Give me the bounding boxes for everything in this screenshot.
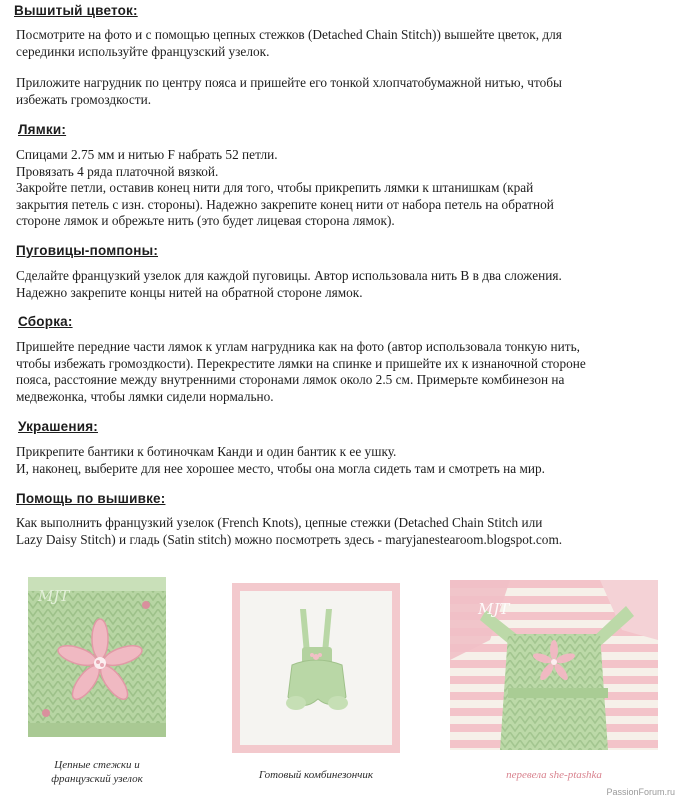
photo-finished-romper	[232, 583, 400, 753]
romper-illustration	[240, 591, 392, 745]
photo-frame-inner	[240, 591, 392, 745]
photo-watermark: MJT	[38, 587, 70, 605]
section-title-decorations: Украшения:	[18, 419, 98, 434]
photo-chain-stitch-flower	[28, 577, 166, 737]
photo-caption-3: перевела she-ptashka	[506, 769, 602, 781]
site-watermark: PassionForum.ru	[606, 787, 675, 797]
section-title-pompom-buttons: Пуговицы-помпоны:	[16, 243, 159, 258]
section-title-embroidered-flower: Вышитый цветок:	[14, 3, 138, 18]
section-paragraph: Сделайте французкий узелок для каждой пуговицы. Автор использовала нить В в два сложения. Надежно закрепите концы нитей на обратной стороне лямок.	[16, 268, 562, 300]
photo-bear-in-romper	[450, 580, 658, 750]
section-paragraph: Посмотрите на фото и с помощью цепных стежков (Detached Chain Stitch)) вышейте цветок, для серединки используйте французский узелок.	[16, 27, 562, 59]
section-paragraph: Как выполнить французкий узелок (French Knots), цепные стежки (Detached Chain Stitch или Lazy Daisy Stitch) и гладь (Satin stitch) можно посмотреть здесь - maryjanestearoom.blogspot.com.	[16, 515, 563, 547]
section-title-assembly: Сборка:	[18, 314, 73, 329]
section-paragraph: Спицами 2.75 мм и нитью F набрать 52 петли. Провязать 4 ряда платочной вязкой. Закройте петли, оставив конец нити для того, чтобы прикрепить лямки к штанишкам (край закрытия петель с изн. стороны). Надежно закрепите конец нити от набора петель на обратной стороне лямок и обрежьте нить (это будет лицевая сторона лямок).	[16, 147, 554, 228]
photo-watermark: MJT	[478, 600, 510, 618]
section-title-straps: Лямки:	[18, 122, 67, 137]
section-paragraph: Пришейте передние части лямок к углам нагрудника как на фото (автор использовала тонкую нить, чтобы избежать громоздкости). Перекрестите лямки на спинке и пришейте их к изнаночной стороне пояса, расстояние между внутренними сторонами лямок около 2.5 см. Примерьте комбинезон на медвежонка, чтобы лямки сидели нормально.	[16, 339, 586, 404]
section-paragraph: Приложите нагрудник по центру пояса и пришейте его тонкой хлопчатобумажной нитью, чтобы избежать громоздкости.	[16, 75, 562, 107]
section-paragraph: Прикрепите бантики к ботиночкам Канди и один бантик к ее ушку. И, наконец, выберите для нее хорошее место, чтобы она могла сидеть там и смотреть на мир.	[16, 444, 545, 476]
photo-caption-2: Готовый комбинезончик	[258, 769, 374, 781]
photo-caption-1: Цепные стежки и французский узелок	[51, 759, 143, 785]
section-title-embroidery-help: Помощь по вышивке:	[16, 491, 166, 506]
